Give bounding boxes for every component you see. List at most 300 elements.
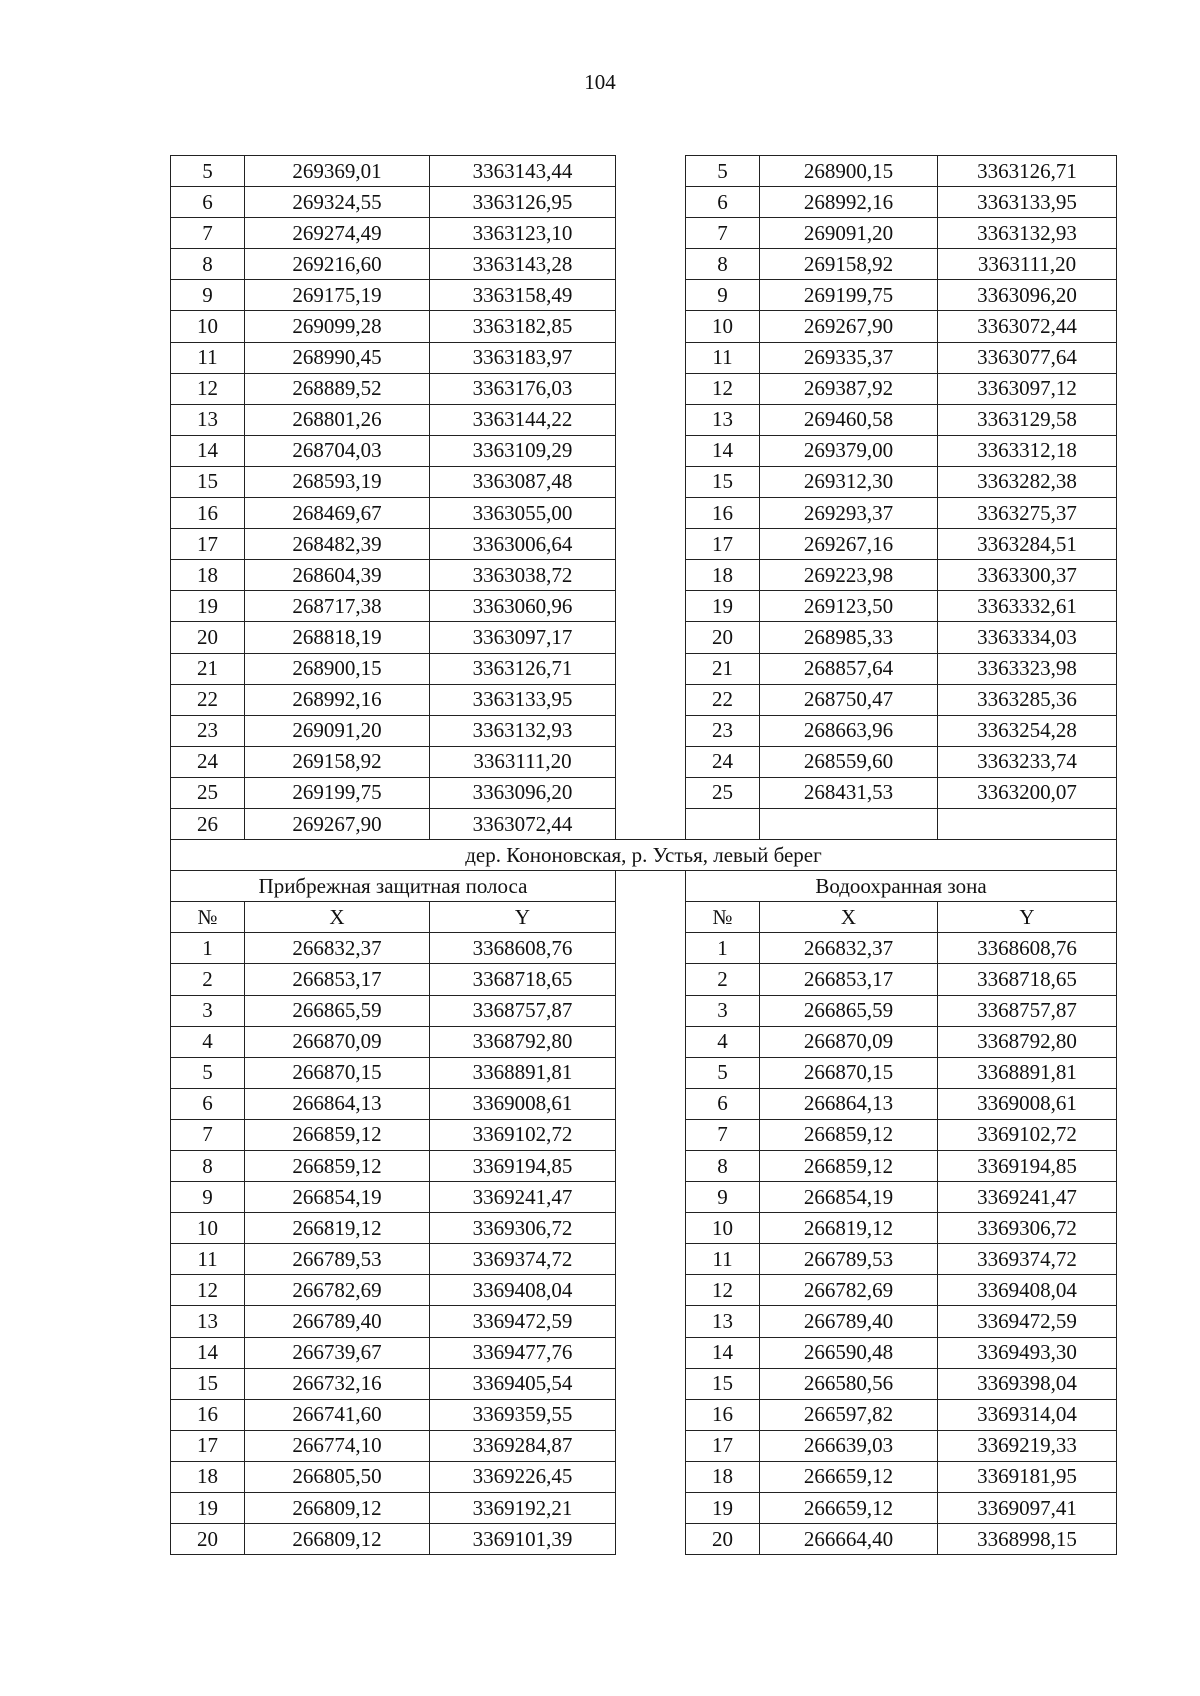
column-gap (616, 715, 686, 746)
right-x-value: 269123,50 (760, 591, 938, 622)
right-y-value: 3363282,38 (938, 466, 1117, 497)
left-y-value: 3363096,20 (430, 777, 616, 808)
column-gap (616, 1399, 686, 1430)
table-row (171, 311, 1117, 342)
right-x-value: 266597,82 (760, 1399, 938, 1430)
right-point-number: 7 (686, 218, 760, 249)
right-x-value: 269460,58 (760, 404, 938, 435)
left-x-value: 268704,03 (245, 435, 430, 466)
right-point-number (686, 808, 760, 839)
column-gap (616, 1275, 686, 1306)
left-x-value: 266859,12 (245, 1119, 430, 1150)
table-row (171, 373, 1117, 404)
column-gap (616, 435, 686, 466)
left-y-value: 3363133,95 (430, 684, 616, 715)
right-point-number: 18 (686, 1461, 760, 1492)
column-gap (616, 1524, 686, 1555)
table-row (171, 187, 1117, 218)
right-point-number: 5 (686, 156, 760, 187)
right-x-value: 266870,15 (760, 1057, 938, 1088)
column-gap (616, 373, 686, 404)
left-y-value: 3363060,96 (430, 591, 616, 622)
left-x-value: 269216,60 (245, 249, 430, 280)
left-point-number: 26 (171, 808, 245, 839)
right-x-value: 268985,33 (760, 622, 938, 653)
right-x-value: 266580,56 (760, 1368, 938, 1399)
water-zone-title: Водоохранная зона (686, 871, 1117, 902)
right-x-value: 266659,12 (760, 1493, 938, 1524)
right-y-value: 3363200,07 (938, 777, 1117, 808)
column-gap (616, 964, 686, 995)
left-y-value: 3363055,00 (430, 498, 616, 529)
right-y-value: 3363111,20 (938, 249, 1117, 280)
left-point-number: 11 (171, 342, 245, 373)
right-point-number: 17 (686, 529, 760, 560)
right-point-number: 9 (686, 1182, 760, 1213)
left-y-value: 3368792,80 (430, 1026, 616, 1057)
right-x-value: 269387,92 (760, 373, 938, 404)
left-x-value: 266854,19 (245, 1182, 430, 1213)
right-point-number: 3 (686, 995, 760, 1026)
left-point-number: 12 (171, 1275, 245, 1306)
left-x-value: 268818,19 (245, 622, 430, 653)
right-y-value: 3369493,30 (938, 1337, 1117, 1368)
right-point-number: 4 (686, 1026, 760, 1057)
table-row (171, 995, 1117, 1026)
table-row (171, 622, 1117, 653)
left-x-value: 266853,17 (245, 964, 430, 995)
left-x-value: 266739,67 (245, 1337, 430, 1368)
left-point-number: 2 (171, 964, 245, 995)
column-gap (616, 342, 686, 373)
table-row (171, 1368, 1117, 1399)
left-point-number: 7 (171, 218, 245, 249)
left-point-number: 12 (171, 373, 245, 404)
right-y-value: 3369241,47 (938, 1182, 1117, 1213)
column-gap (616, 1057, 686, 1088)
column-gap (616, 933, 686, 964)
column-gap (616, 529, 686, 560)
right-y-value: 3363097,12 (938, 373, 1117, 404)
right-point-number: 15 (686, 1368, 760, 1399)
right-point-number: 13 (686, 1306, 760, 1337)
left-y-value: 3369472,59 (430, 1306, 616, 1337)
right-y-value: 3363126,71 (938, 156, 1117, 187)
left-y-value: 3369405,54 (430, 1368, 616, 1399)
left-x-value: 268889,52 (245, 373, 430, 404)
left-point-number: 18 (171, 560, 245, 591)
right-y-value: 3363133,95 (938, 187, 1117, 218)
left-x-value: 269091,20 (245, 715, 430, 746)
left-y-value: 3363123,10 (430, 218, 616, 249)
column-gap (616, 1461, 686, 1492)
right-y-value: 3363275,37 (938, 498, 1117, 529)
left-y-value: 3369226,45 (430, 1461, 616, 1492)
left-point-number: 9 (171, 1182, 245, 1213)
column-gap (616, 466, 686, 497)
right-point-number: 16 (686, 498, 760, 529)
top-rows (171, 156, 1117, 840)
right-x-value: 266859,12 (760, 1119, 938, 1150)
right-y-value: 3369398,04 (938, 1368, 1117, 1399)
left-y-value: 3369408,04 (430, 1275, 616, 1306)
left-x-value: 266774,10 (245, 1430, 430, 1461)
right-y-value: 3369008,61 (938, 1088, 1117, 1119)
left-point-number: 9 (171, 280, 245, 311)
right-point-number: 21 (686, 653, 760, 684)
left-x-value: 269175,19 (245, 280, 430, 311)
table-row (171, 1275, 1117, 1306)
right-point-number: 6 (686, 1088, 760, 1119)
left-y-value: 3369008,61 (430, 1088, 616, 1119)
left-x-value: 268801,26 (245, 404, 430, 435)
left-x-value: 266819,12 (245, 1213, 430, 1244)
right-y-value: 3369194,85 (938, 1151, 1117, 1182)
table-row (171, 684, 1117, 715)
table-row (171, 964, 1117, 995)
right-point-number: 8 (686, 249, 760, 280)
right-y-value (938, 808, 1117, 839)
left-y-value: 3363006,64 (430, 529, 616, 560)
left-x-value: 268604,39 (245, 560, 430, 591)
right-x-value: 268431,53 (760, 777, 938, 808)
table-row (171, 498, 1117, 529)
right-point-number: 24 (686, 746, 760, 777)
table-row (171, 1182, 1117, 1213)
left-y-value: 3363183,97 (430, 342, 616, 373)
right-y-value: 3369314,04 (938, 1399, 1117, 1430)
left-x-value: 266870,09 (245, 1026, 430, 1057)
left-y-header: Y (430, 902, 616, 933)
right-point-number: 19 (686, 1493, 760, 1524)
right-x-value: 268663,96 (760, 715, 938, 746)
left-y-value: 3363182,85 (430, 311, 616, 342)
right-y-value: 3368757,87 (938, 995, 1117, 1026)
right-point-number: 8 (686, 1151, 760, 1182)
left-point-number: 17 (171, 529, 245, 560)
left-point-number: 5 (171, 1057, 245, 1088)
left-y-value: 3363111,20 (430, 746, 616, 777)
right-point-number: 19 (686, 591, 760, 622)
left-x-value: 266789,40 (245, 1306, 430, 1337)
right-y-value: 3369374,72 (938, 1244, 1117, 1275)
right-x-value: 266819,12 (760, 1213, 938, 1244)
left-y-value: 3369477,76 (430, 1337, 616, 1368)
table-row (171, 218, 1117, 249)
right-x-value: 269379,00 (760, 435, 938, 466)
left-x-value: 269158,92 (245, 746, 430, 777)
column-gap (616, 653, 686, 684)
right-point-number: 12 (686, 373, 760, 404)
left-y-value: 3369359,55 (430, 1399, 616, 1430)
table-row (171, 1151, 1117, 1182)
left-point-number: 15 (171, 466, 245, 497)
left-x-value: 269099,28 (245, 311, 430, 342)
left-y-value: 3368757,87 (430, 995, 616, 1026)
column-gap (616, 1119, 686, 1150)
table-row (171, 1057, 1117, 1088)
left-x-header: X (245, 902, 430, 933)
left-x-value: 266809,12 (245, 1493, 430, 1524)
left-y-value: 3363176,03 (430, 373, 616, 404)
left-x-value: 268482,39 (245, 529, 430, 560)
left-y-value: 3363132,93 (430, 715, 616, 746)
left-y-value: 3363126,71 (430, 653, 616, 684)
right-x-value: 269293,37 (760, 498, 938, 529)
left-point-number: 15 (171, 1368, 245, 1399)
right-x-value: 268900,15 (760, 156, 938, 187)
column-gap (616, 1151, 686, 1182)
left-y-value: 3363038,72 (430, 560, 616, 591)
left-point-number: 21 (171, 653, 245, 684)
right-y-value: 3368792,80 (938, 1026, 1117, 1057)
left-x-value: 266782,69 (245, 1275, 430, 1306)
column-gap (616, 746, 686, 777)
right-point-number: 1 (686, 933, 760, 964)
page-number: 104 (584, 70, 616, 94)
left-y-value: 3369284,87 (430, 1430, 616, 1461)
right-x-value: 268857,64 (760, 653, 938, 684)
left-x-value: 266832,37 (245, 933, 430, 964)
column-gap (616, 622, 686, 653)
left-x-value: 266859,12 (245, 1151, 430, 1182)
left-x-value: 266809,12 (245, 1524, 430, 1555)
left-point-number: 16 (171, 498, 245, 529)
left-x-value: 266870,15 (245, 1057, 430, 1088)
right-x-value: 269335,37 (760, 342, 938, 373)
left-y-value: 3369101,39 (430, 1524, 616, 1555)
left-point-number: 17 (171, 1430, 245, 1461)
right-y-value: 3363284,51 (938, 529, 1117, 560)
right-point-number: 14 (686, 1337, 760, 1368)
column-gap (616, 1430, 686, 1461)
right-x-value: 266853,17 (760, 964, 938, 995)
column-gap (616, 902, 686, 933)
right-point-number: 14 (686, 435, 760, 466)
left-x-value: 269369,01 (245, 156, 430, 187)
table-row (171, 404, 1117, 435)
left-y-value: 3363109,29 (430, 435, 616, 466)
right-x-value: 266789,40 (760, 1306, 938, 1337)
table-row (171, 1430, 1117, 1461)
right-y-value: 3363132,93 (938, 218, 1117, 249)
right-y-value: 3363323,98 (938, 653, 1117, 684)
table-row (171, 342, 1117, 373)
left-x-value: 266864,13 (245, 1088, 430, 1119)
right-y-value: 3369306,72 (938, 1213, 1117, 1244)
column-gap (616, 560, 686, 591)
left-point-number: 20 (171, 1524, 245, 1555)
left-point-number: 5 (171, 156, 245, 187)
left-point-number: 14 (171, 1337, 245, 1368)
column-gap (616, 591, 686, 622)
section-header (171, 840, 1117, 933)
column-gap (616, 871, 686, 902)
left-y-value: 3368718,65 (430, 964, 616, 995)
right-y-header: Y (938, 902, 1117, 933)
right-x-value: 266870,09 (760, 1026, 938, 1057)
table-row (171, 1306, 1117, 1337)
right-y-value: 3368998,15 (938, 1524, 1117, 1555)
left-point-number: 14 (171, 435, 245, 466)
right-point-number: 10 (686, 311, 760, 342)
left-x-value: 268469,67 (245, 498, 430, 529)
column-gap (616, 1337, 686, 1368)
left-point-number: 19 (171, 591, 245, 622)
right-x-value: 266590,48 (760, 1337, 938, 1368)
right-x-value: 268559,60 (760, 746, 938, 777)
left-y-value: 3368891,81 (430, 1057, 616, 1088)
left-x-value: 268990,45 (245, 342, 430, 373)
table-row (171, 529, 1117, 560)
right-point-number: 11 (686, 342, 760, 373)
left-x-value: 266805,50 (245, 1461, 430, 1492)
left-y-value: 3369306,72 (430, 1213, 616, 1244)
column-gap (616, 280, 686, 311)
column-gap (616, 404, 686, 435)
table-row (171, 591, 1117, 622)
right-point-number: 18 (686, 560, 760, 591)
right-y-value: 3363233,74 (938, 746, 1117, 777)
right-x-value: 266832,37 (760, 933, 938, 964)
right-x-value: 269223,98 (760, 560, 938, 591)
right-y-value: 3369472,59 (938, 1306, 1117, 1337)
table-row (171, 933, 1117, 964)
column-gap (616, 498, 686, 529)
left-point-number: 8 (171, 1151, 245, 1182)
right-point-number: 7 (686, 1119, 760, 1150)
right-point-number: 20 (686, 622, 760, 653)
right-point-number: 12 (686, 1275, 760, 1306)
right-x-value: 269158,92 (760, 249, 938, 280)
left-x-value: 268717,38 (245, 591, 430, 622)
right-point-number: 17 (686, 1430, 760, 1461)
right-point-number: 15 (686, 466, 760, 497)
left-point-number: 6 (171, 1088, 245, 1119)
left-y-value: 3363072,44 (430, 808, 616, 839)
column-gap (616, 187, 686, 218)
right-x-value: 266865,59 (760, 995, 938, 1026)
column-gap (616, 684, 686, 715)
left-point-number: 19 (171, 1493, 245, 1524)
column-gap (616, 1088, 686, 1119)
right-x-value: 268992,16 (760, 187, 938, 218)
right-point-number: 5 (686, 1057, 760, 1088)
table-row (171, 715, 1117, 746)
left-y-value: 3368608,76 (430, 933, 616, 964)
left-point-number: 1 (171, 933, 245, 964)
left-point-number: 3 (171, 995, 245, 1026)
right-x-header: X (760, 902, 938, 933)
left-point-number: 16 (171, 1399, 245, 1430)
left-point-number: 24 (171, 746, 245, 777)
right-y-value: 3369181,95 (938, 1461, 1117, 1492)
left-y-value: 3363143,28 (430, 249, 616, 280)
left-y-value: 3369102,72 (430, 1119, 616, 1150)
left-x-value: 268593,19 (245, 466, 430, 497)
left-y-value: 3363144,22 (430, 404, 616, 435)
column-gap (616, 777, 686, 808)
left-point-number: 10 (171, 311, 245, 342)
left-y-value: 3363097,17 (430, 622, 616, 653)
table-row (171, 777, 1117, 808)
table-row (171, 156, 1117, 187)
table-row (171, 1493, 1117, 1524)
right-y-value: 3369408,04 (938, 1275, 1117, 1306)
left-y-value: 3369241,47 (430, 1182, 616, 1213)
table-row (171, 1337, 1117, 1368)
right-y-value: 3363334,03 (938, 622, 1117, 653)
left-point-number: 6 (171, 187, 245, 218)
right-y-value: 3363077,64 (938, 342, 1117, 373)
right-x-value: 266782,69 (760, 1275, 938, 1306)
left-y-value: 3363158,49 (430, 280, 616, 311)
left-point-number: 13 (171, 404, 245, 435)
right-point-number: 16 (686, 1399, 760, 1430)
right-y-value: 3369102,72 (938, 1119, 1117, 1150)
column-gap (616, 1026, 686, 1057)
right-x-value: 269267,90 (760, 311, 938, 342)
table-row (171, 653, 1117, 684)
right-y-value: 3363129,58 (938, 404, 1117, 435)
left-x-value: 268992,16 (245, 684, 430, 715)
right-x-value: 266659,12 (760, 1461, 938, 1492)
right-point-number: 6 (686, 187, 760, 218)
table-row (171, 435, 1117, 466)
coordinates-table (170, 155, 1117, 1555)
table-row (171, 249, 1117, 280)
table-row (171, 1461, 1117, 1492)
right-num-header: № (686, 902, 760, 933)
left-num-header: № (171, 902, 245, 933)
right-point-number: 20 (686, 1524, 760, 1555)
right-y-value: 3363312,18 (938, 435, 1117, 466)
right-point-number: 2 (686, 964, 760, 995)
left-x-value: 269324,55 (245, 187, 430, 218)
right-y-value: 3368718,65 (938, 964, 1117, 995)
left-y-value: 3363126,95 (430, 187, 616, 218)
right-x-value: 266859,12 (760, 1151, 938, 1182)
right-y-value: 3363096,20 (938, 280, 1117, 311)
right-x-value: 269267,16 (760, 529, 938, 560)
table-row (171, 808, 1117, 839)
right-y-value: 3368891,81 (938, 1057, 1117, 1088)
right-point-number: 10 (686, 1213, 760, 1244)
left-x-value: 266865,59 (245, 995, 430, 1026)
left-point-number: 11 (171, 1244, 245, 1275)
column-gap (616, 1368, 686, 1399)
bottom-rows (171, 933, 1117, 1555)
right-x-value: 268750,47 (760, 684, 938, 715)
column-gap (616, 1493, 686, 1524)
right-x-value: 266864,13 (760, 1088, 938, 1119)
left-y-value: 3369194,85 (430, 1151, 616, 1182)
left-point-number: 20 (171, 622, 245, 653)
right-point-number: 9 (686, 280, 760, 311)
column-gap (616, 311, 686, 342)
column-gap (616, 1306, 686, 1337)
right-y-value: 3363254,28 (938, 715, 1117, 746)
left-point-number: 10 (171, 1213, 245, 1244)
left-point-number: 23 (171, 715, 245, 746)
right-point-number: 25 (686, 777, 760, 808)
table-row (171, 1399, 1117, 1430)
right-x-value: 266664,40 (760, 1524, 938, 1555)
left-y-value: 3369192,21 (430, 1493, 616, 1524)
left-x-value: 269199,75 (245, 777, 430, 808)
table-row (171, 466, 1117, 497)
column-header-row (171, 902, 1117, 933)
